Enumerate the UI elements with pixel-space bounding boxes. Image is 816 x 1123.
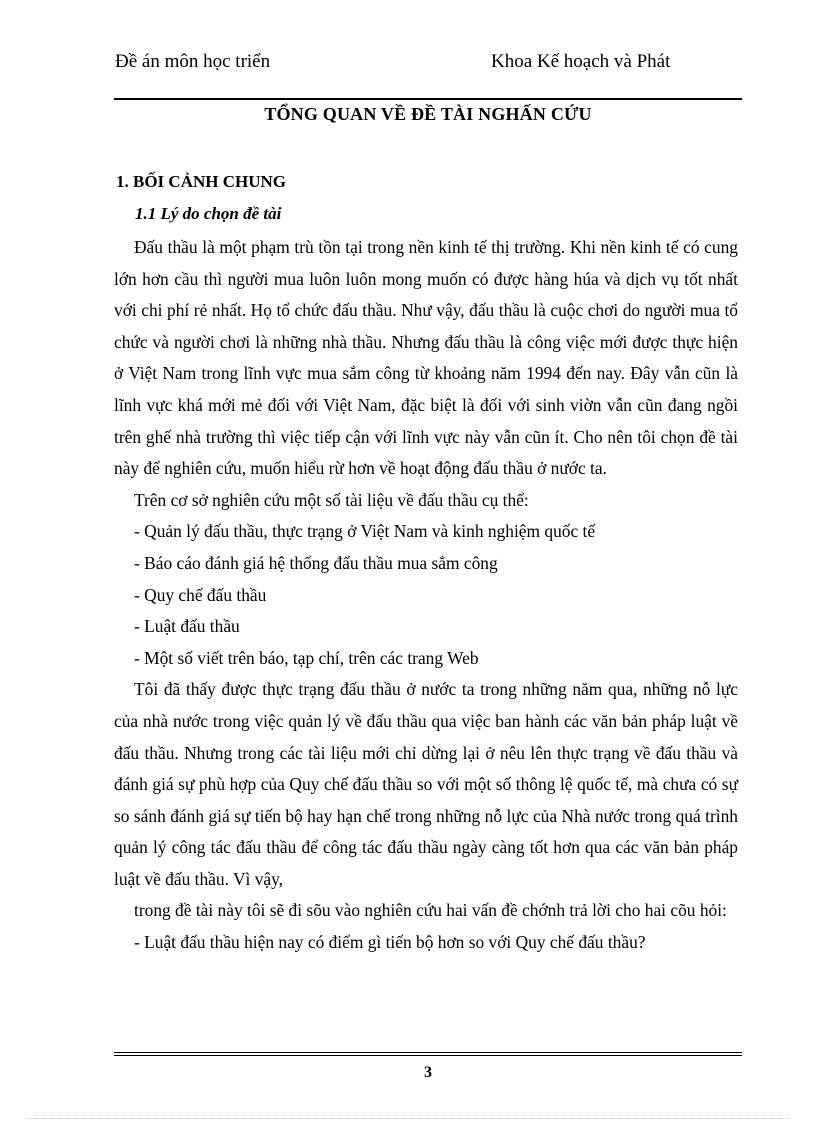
header-right-text: Khoa Kế hoạch và Phát xyxy=(491,51,671,72)
source-list-item: - Luật đấu thầu xyxy=(134,616,240,637)
paragraph-questions-intro: trong đề tài này tôi sẽ đi sõu vào nghiên cứu hai vấn đề chớnh trả lời cho hai cõu hỏi: xyxy=(134,900,727,921)
header-left-text: Đề án môn học triển xyxy=(115,51,271,72)
paragraph-findings: Tôi đã thấy được thực trạng đấu thầu ở nước ta trong những năm qua, những nỗ lực của nhà nước trong việc quản lý về đấu thầu qua việc ban hành các văn bản pháp luật về đấu thầu. Nhưng trong các tài liệu mới chỉ dừng lại ở nêu lên thực trạng về đấu thầu và đánh giá sự phù hợp của Quy chế đấu thầu so với một số thông lệ quốc tế, mà chưa có sự so sánh đánh giá sự tiến bộ hay hạn chế trong những nỗ lực của Nhà nước trong quá trình quản lý công tác đấu thầu để công tác đấu thầu ngày càng tốt hơn qua các văn bản pháp luật về đấu thầu. Vì vậy, xyxy=(114,679,738,889)
footer-rule-bottom xyxy=(114,1055,742,1056)
question-list-item: - Luật đấu thầu hiện nay có điểm gì tiến bộ hơn so với Quy chế đấu thầu? xyxy=(134,932,646,953)
body-text xyxy=(114,232,738,959)
source-list-item: - Quy chế đấu thầu xyxy=(134,584,267,605)
source-list-item: - Quản lý đấu thầu, thực trạng ở Việt Nam và kinh nghiệm quốc tế xyxy=(134,521,596,542)
source-list-item: - Báo cáo đánh giá hệ thống đấu thầu mua sắm công xyxy=(134,552,498,573)
page-edge-dotted-line xyxy=(26,1118,790,1119)
page-number: 3 xyxy=(424,1064,432,1081)
paragraph-sources-intro: Trên cơ sở nghiên cứu một số tài liệu về đấu thầu cụ thể: xyxy=(134,489,529,510)
source-list-item: - Một số viết trên báo, tạp chí, trên các trang Web xyxy=(134,647,479,668)
header-rule xyxy=(114,98,742,100)
paragraph-reasons: Đấu thầu là một phạm trù tồn tại trong nền kinh tế thị trường. Khi nền kinh tế có cung lớn hơn cầu thì người mua luôn luôn mong muốn có được hàng húa và dịch vụ tốt nhất với chi phí rẻ nhất. Họ tổ chức đấu thầu. Như vậy, đấu thầu là cuộc chơi do người mua tổ chức và người chơi là những nhà thầu. Nhưng đấu thầu là công việc mới được thực hiện ở Việt Nam trong lĩnh vực mua sắm công từ khoảng năm 1994 đến nay. Đây vẫn cũn là lĩnh vực khá mới mẻ đối với Việt Nam, đặc biệt là đối với sinh viờn vẫn cũn đang ngồi trên ghế nhà trường thì việc tiếp cận với lĩnh vực này vẫn cũn ít. Cho nên tôi chọn đề tài này để nghiên cứu, muốn hiểu rừ hơn về hoạt động đấu thầu ở nước ta. xyxy=(114,237,738,479)
footer-rule-top xyxy=(114,1052,742,1053)
page-title: TỔNG QUAN VỀ ĐỀ TÀI NGHẤN CỨU xyxy=(264,104,592,124)
subsection-heading: 1.1 Lý do chọn đề tài xyxy=(135,204,282,223)
section-heading: 1. BỐI CẢNH CHUNG xyxy=(116,172,287,191)
